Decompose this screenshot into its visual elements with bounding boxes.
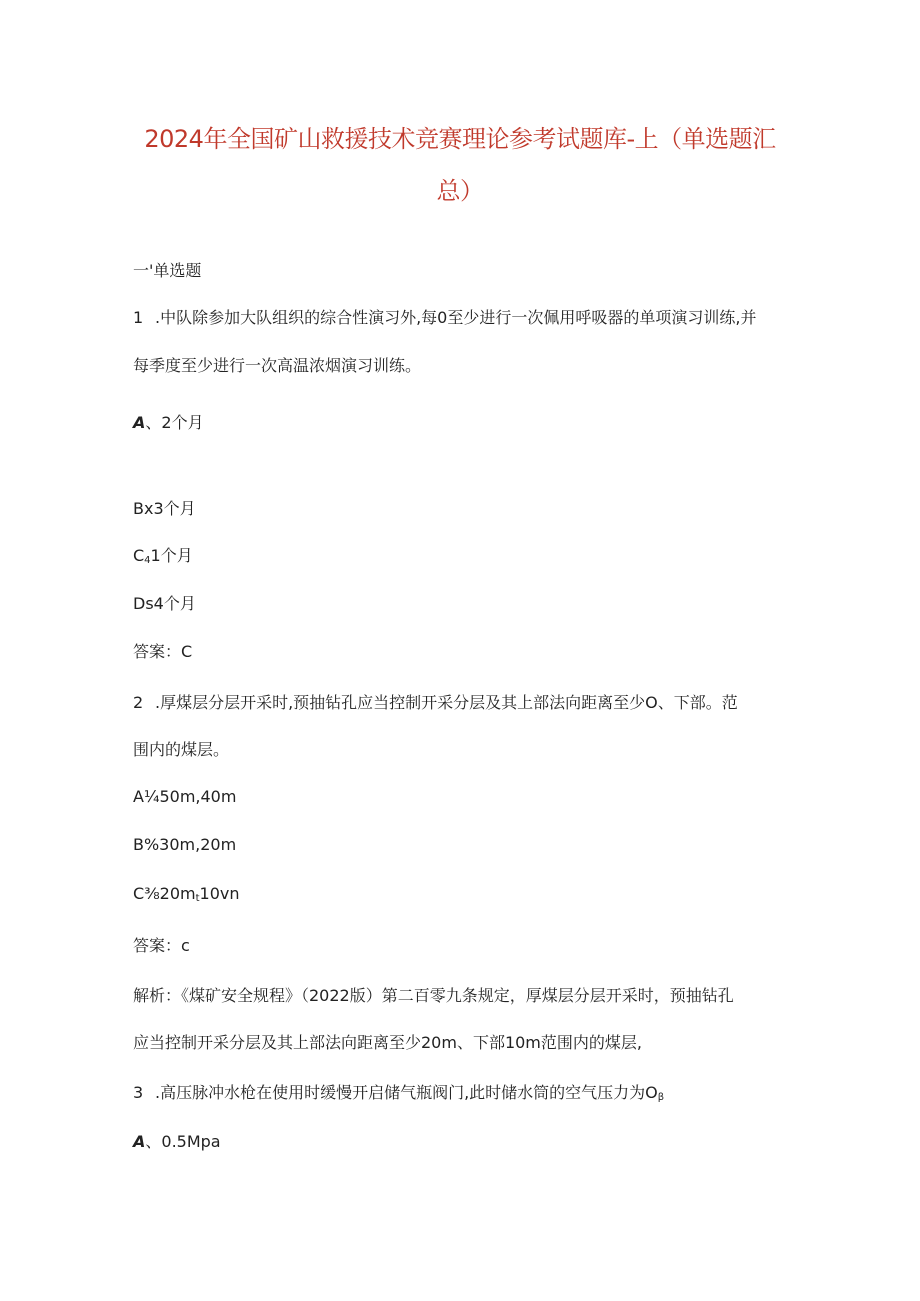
option-a-text: 、2个月	[145, 413, 204, 432]
question-2-option-a: A¼50m,40m	[133, 787, 237, 806]
option-a-text: 、0.5Mpa	[145, 1132, 221, 1151]
question-2-option-c	[133, 884, 240, 904]
question-2-option-b: B%30m,20m	[133, 835, 237, 854]
question-3-line-1	[133, 1080, 664, 1103]
question-3-number: 3	[133, 1083, 144, 1102]
question-3-option-a	[133, 1129, 221, 1152]
question-2-line-1	[133, 690, 738, 713]
option-c-subscript: 4	[144, 555, 151, 566]
question-1-line-2: 每季度至少进行一次高温浓烟演习训练。	[133, 356, 422, 375]
option-c-text: 1个月	[150, 546, 193, 565]
option-c-text-b: 10vn	[199, 884, 240, 903]
option-c-text-a: C⅜20m	[133, 884, 196, 903]
question-1-option-d: Ds4个月	[133, 594, 196, 613]
option-c-subscript: t	[195, 893, 200, 904]
option-c-letter: C	[133, 546, 145, 565]
question-2-analysis-line-1: 解析：《煤矿安全规程》（2022版）第二百零九条规定，厚煤层分层开采时，预抽钻孔	[133, 986, 734, 1005]
question-3-text: .高压脉冲水枪在使用时缓慢开启储气瓶阀门,此时储水筒的空气压力为O	[155, 1083, 658, 1102]
section-heading: 一'单选题	[133, 261, 202, 280]
question-1-line-1	[133, 305, 756, 328]
question-2-text: .厚煤层分层开采时,预抽钻孔应当控制开采分层及其上部法向距离至少O、下部。范	[155, 693, 738, 712]
question-2-line-2: 围内的煤层。	[133, 740, 230, 759]
question-2-analysis-line-2: 应当控制开采分层及其上部法向距离至少20m、下部10m范围内的煤层,	[133, 1033, 642, 1052]
question-1-text: .中队除参加大队组织的综合性演习外,每0至少进行一次佩用呼吸器的单项演习训练,并	[155, 308, 757, 327]
question-2-answer: 答案：c	[133, 936, 190, 955]
option-a-letter: A	[133, 1132, 146, 1151]
question-1-option-c	[133, 543, 193, 566]
question-1-option-b: Bx3个月	[133, 499, 196, 518]
question-2-number: 2	[133, 693, 144, 712]
question-1-answer: 答案：C	[133, 642, 193, 661]
option-a-letter: A	[133, 413, 146, 432]
document-title-line-2: 总）	[436, 177, 484, 205]
question-1-number: 1	[133, 308, 144, 327]
document-title-line-1: 2024年全国矿山救援技术竞赛理论参考试题库-上（单选题汇	[144, 125, 776, 153]
question-1-option-a	[133, 410, 204, 433]
question-3-subscript: β	[657, 1092, 665, 1103]
